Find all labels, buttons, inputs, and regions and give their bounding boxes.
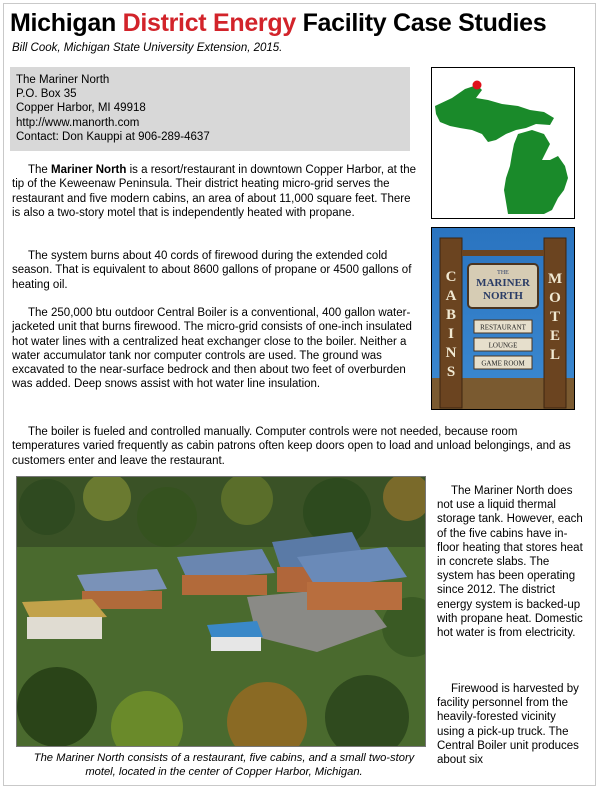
resort-aerial-photo xyxy=(16,476,426,747)
body-paragraph-3 xyxy=(12,306,420,392)
title-accent: District Energy xyxy=(122,9,296,37)
body-paragraph-4 xyxy=(12,425,586,468)
p1-lead: The xyxy=(28,164,52,176)
location-marker-icon xyxy=(473,81,482,90)
contact-website: http://www.manorth.com xyxy=(16,116,140,129)
contact-name: The Mariner North xyxy=(16,74,110,86)
title-suffix: Facility Case Studies xyxy=(295,9,547,37)
document-title xyxy=(10,9,546,37)
photo-caption: The Mariner North consists of a restaurant, five cabins, and a small two-story motel, located in the center of Copper Harbor, Michigan. xyxy=(33,752,415,778)
contact-city: Copper Harbor, MI 49918 xyxy=(16,102,146,115)
title-prefix: Michigan xyxy=(10,9,123,37)
p1-bold-name: Mariner North xyxy=(51,164,127,176)
p1-rest: is a resort/restaurant in downtown Copper Harbor, at the tip of the Keweenaw Peninsula. Their district heating micro-grid serves the restaurant and five modern cabins, an area of about 11,000 square feet. There is also a two-story motel that is independently heated with propane. xyxy=(12,164,416,219)
contact-po-box: P.O. Box 35 xyxy=(16,88,77,101)
contact-phone: Contact: Don Kauppi at 906-289-4637 xyxy=(16,130,210,143)
p4-text: The boiler is fueled and controlled manually. Computer controls were not needed, because room temperatures varied frequently as cabin patrons often keep doors open to load and unload belongings, and as customers enter and leave the restaurant. xyxy=(12,426,571,467)
body-paragraph-2 xyxy=(12,249,420,292)
side-paragraph-2: Firewood is harvested by facility personnel from the heavily-forested vicinity using a pick-up truck. The Central Boiler unit produces about six xyxy=(437,683,579,767)
contact-box xyxy=(10,67,410,151)
sign-main-line-2: NORTH xyxy=(483,290,523,302)
mariner-north-sign-photo xyxy=(431,227,575,410)
lower-peninsula-shape xyxy=(504,130,568,214)
sign-vertical-right: MOTEL xyxy=(548,271,563,363)
p3-text: The 250,000 btu outdoor Central Boiler is a conventional, 400 gallon water-jacketed unit that burns firewood. The micro-grid consists of one-inch insulated hot water lines with a centralized heat exchanger close to the boiler. Neither a water accumulator tank nor computer controls are used. The ground was excavated to the near-surface bedrock and then about two feet of overburden was added. Deep snows assist with hot water line insulation. xyxy=(12,307,412,391)
sign-small-text: THE xyxy=(497,270,509,276)
sign-main-line-1: MARINER xyxy=(476,277,530,289)
michigan-map-image xyxy=(431,67,575,219)
sign-panel-game-room: GAME ROOM xyxy=(481,359,525,368)
side-paragraph-1: The Mariner North does not use a liquid thermal storage tank. However, each of the five cabins have in-floor heating that stores heat in concrete slabs. The system has been operating since 2012. The district energy system is backed-up with propane heat. Domestic hot water is from electricity. xyxy=(437,485,583,640)
p2-text: The system burns about 40 cords of firewood during the extended cold season. That is equivalent to about 8600 gallons of propane or 4500 gallons of heating oil. xyxy=(12,250,412,291)
sign-panel-lounge: LOUNGE xyxy=(488,341,518,350)
author-byline: Bill Cook, Michigan State University Extension, 2015. xyxy=(12,42,283,54)
sign-panel-restaurant: RESTAURANT xyxy=(480,323,526,332)
sign-vertical-left: CABINS xyxy=(445,269,457,380)
body-paragraph-1 xyxy=(12,163,420,220)
